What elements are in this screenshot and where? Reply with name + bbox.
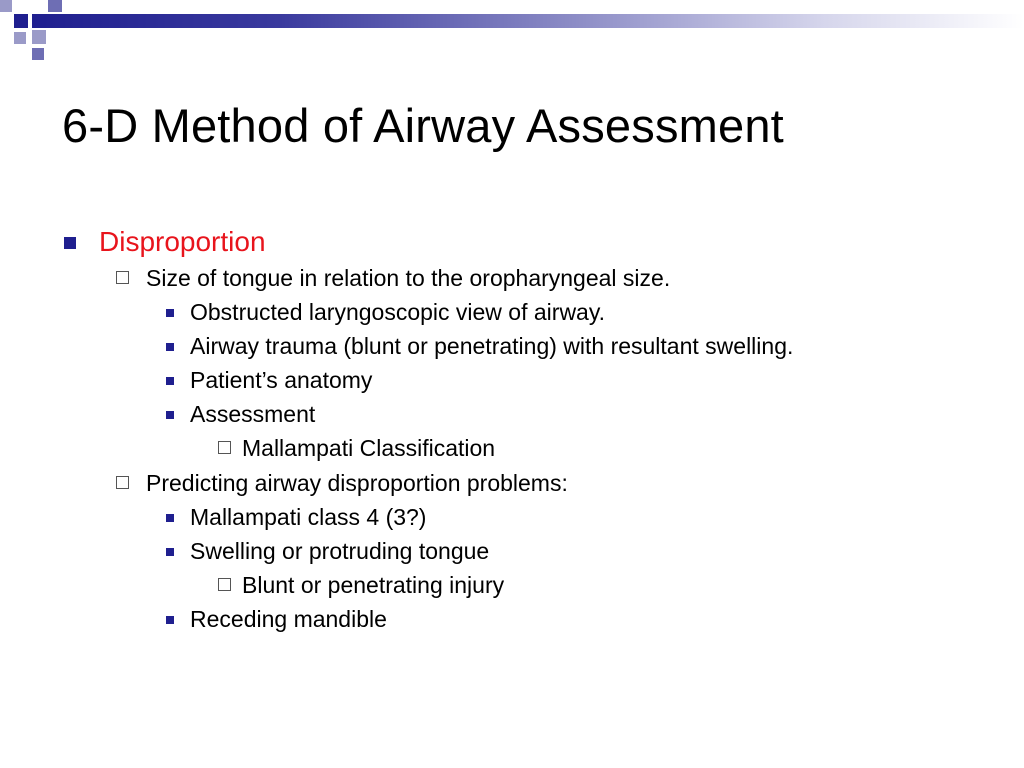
bullet-text-level3: Assessment bbox=[190, 401, 316, 427]
bullet-square-icon bbox=[64, 237, 76, 249]
bullet-hollow-square-icon bbox=[116, 271, 129, 284]
bullet-text-level3: Patient’s anatomy bbox=[190, 367, 373, 393]
slide-title: 6-D Method of Airway Assessment bbox=[62, 99, 784, 152]
bullet-text-level2: Size of tongue in relation to the oropharyngeal size. bbox=[146, 265, 671, 291]
bullet-square-icon bbox=[166, 548, 174, 556]
bullet-hollow-square-icon bbox=[116, 476, 129, 489]
bullet-square-icon bbox=[166, 377, 174, 385]
bullet-text-level3: Receding mandible bbox=[190, 606, 387, 632]
bullet-square-icon bbox=[166, 309, 174, 317]
bullet-hollow-square-icon bbox=[218, 441, 231, 454]
bullet-text-level4: Blunt or penetrating injury bbox=[242, 572, 505, 598]
bullet-square-icon bbox=[166, 343, 174, 351]
bullet-text-level3: Mallampati class 4 (3?) bbox=[190, 504, 427, 530]
bullet-text-level3: Swelling or protruding tongue bbox=[190, 538, 490, 564]
bullet-text-level2: Predicting airway disproportion problems: bbox=[146, 470, 568, 496]
bullet-hollow-square-icon bbox=[218, 578, 231, 591]
bullet-square-icon bbox=[166, 411, 174, 419]
bullet-text-level3: Obstructed laryngoscopic view of airway. bbox=[190, 299, 606, 325]
bullet-square-icon bbox=[166, 514, 174, 522]
bullet-text-level4: Mallampati Classification bbox=[242, 435, 496, 461]
bullet-text-level3: Airway trauma (blunt or penetrating) with resultant swelling. bbox=[190, 333, 794, 359]
bullet-square-icon bbox=[166, 616, 174, 624]
bullet-text-level1: Disproportion bbox=[99, 226, 266, 257]
